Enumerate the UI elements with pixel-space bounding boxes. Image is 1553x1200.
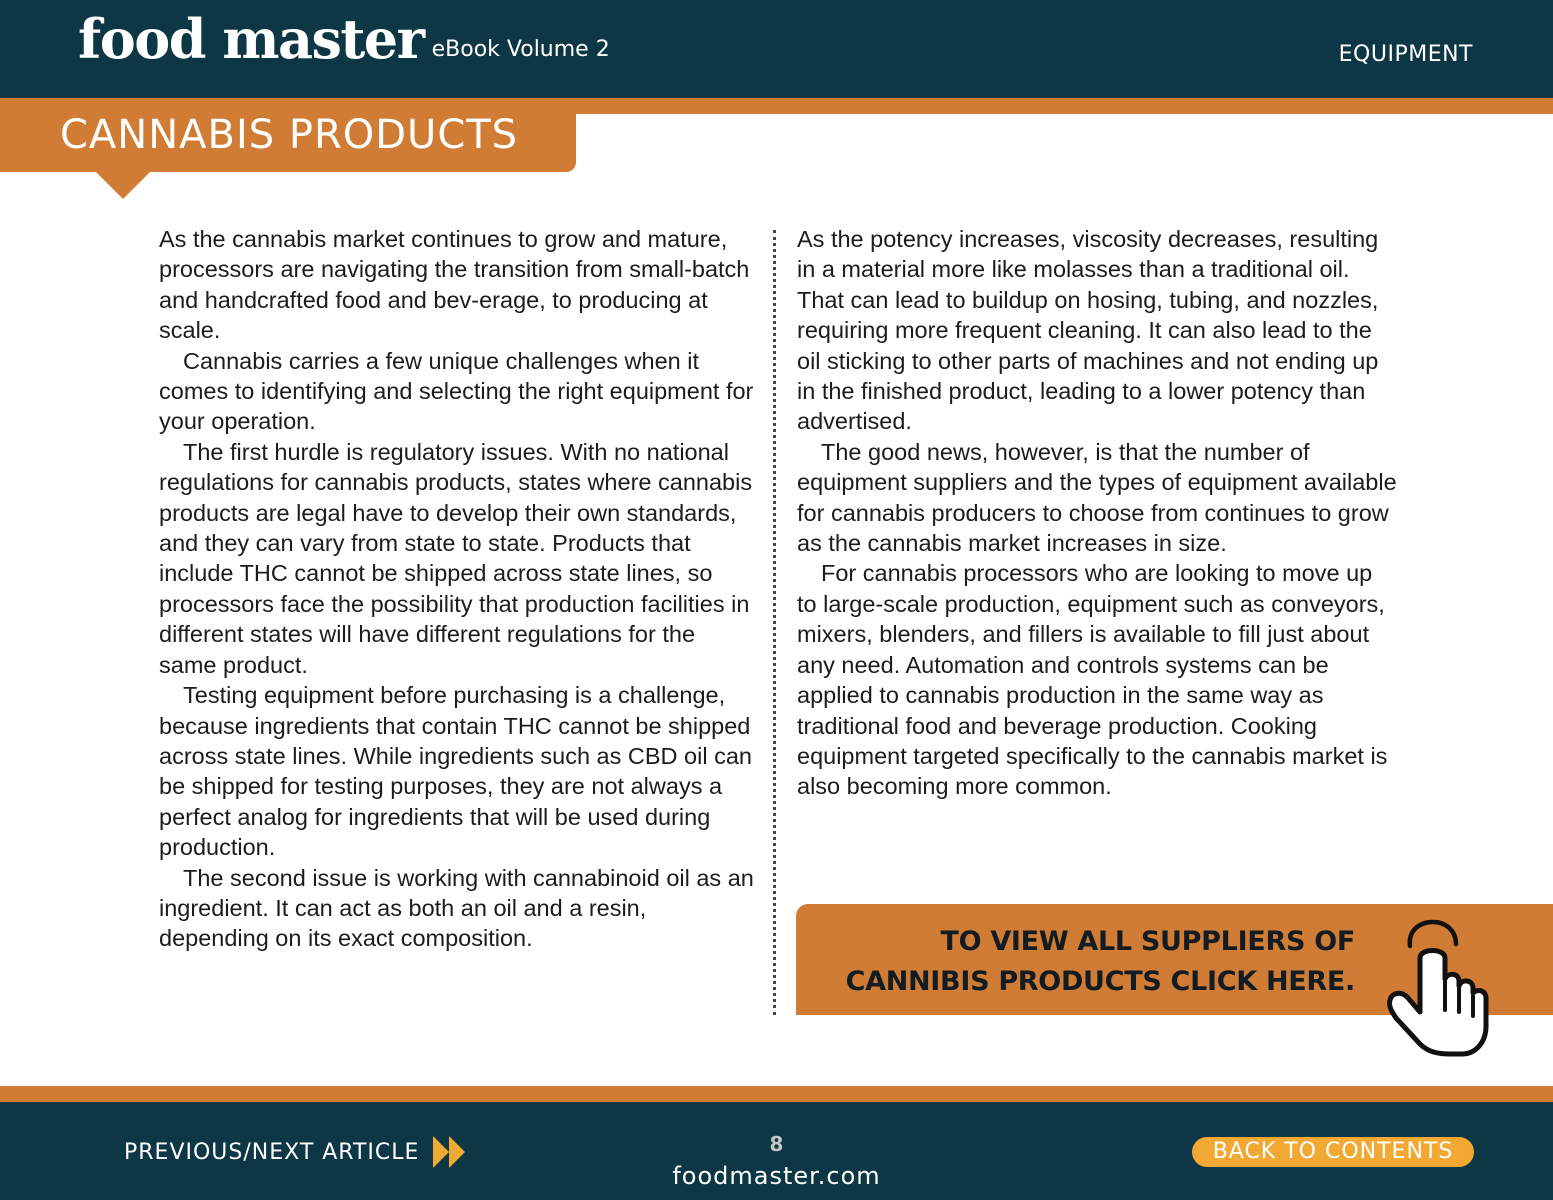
section-title: CANNABIS PRODUCTS bbox=[60, 112, 519, 158]
brand-name: food master bbox=[78, 7, 424, 71]
prev-next-label: PREVIOUS/NEXT ARTICLE bbox=[124, 1139, 420, 1165]
paragraph: For cannabis processors who are looking to move up to large-scale production, equipment such as conveyors, mixers, blenders, and fillers is available to fill just about any need. Automation and controls systems can be applied to cannabis production in the same way as traditional food and beverage production. Cooking equipment targeted specifically to the cannabis market is also becoming more common. bbox=[797, 560, 1388, 800]
brand-subtitle: eBook Volume 2 bbox=[431, 37, 610, 62]
paragraph: Testing equipment before purchasing is a challenge, because ingredients that contain THC cannot be shipped across state lines. While ingredients such as CBD oil can be shipped for testing purposes, they are not always a perfect analog for ingredients that will be used during production. bbox=[159, 682, 752, 861]
paragraph: As the cannabis market continues to grow and mature, processors are navigating the transition from small-batch and handcrafted food and bev-erage, to producing at scale. bbox=[159, 226, 750, 344]
section-tab-pointer bbox=[96, 172, 150, 199]
site-url: foodmaster.com bbox=[672, 1162, 881, 1190]
article-column-right bbox=[797, 224, 1397, 802]
section-label: EQUIPMENT bbox=[1338, 42, 1473, 67]
brand-logo bbox=[78, 7, 610, 71]
column-divider bbox=[773, 230, 776, 1015]
footer-accent-stripe bbox=[0, 1086, 1553, 1102]
paragraph: As the potency increases, viscosity decreases, resulting in a material more like molasses than a traditional oil. That can lead to buildup on hosing, tubing, and nozzles, requiring more frequent cleaning. It can also lead to the oil sticking to other parts of machines and not ending up in the finished product, leading to a lower potency than advertised. bbox=[797, 226, 1379, 435]
paragraph: The second issue is working with cannabinoid oil as an ingredient. It can act as both an oil and a resin, depending on its exact composition. bbox=[159, 864, 754, 952]
paragraph: The good news, however, is that the number of equipment suppliers and the types of equipment available for cannabis producers to choose from continues to grow as the cannabis market increases in size. bbox=[797, 438, 1397, 557]
article-column-left bbox=[159, 224, 759, 954]
cta-line-1: TO VIEW ALL SUPPLIERS OF bbox=[940, 926, 1355, 957]
page-number: 8 bbox=[769, 1132, 784, 1156]
pointing-hand-icon[interactable] bbox=[1378, 916, 1496, 1058]
paragraph: Cannabis carries a few unique challenges when it comes to identifying and selecting the right equipment for your operation. bbox=[159, 347, 754, 435]
cta-line-2: CANNIBIS PRODUCTS CLICK HERE. bbox=[845, 966, 1355, 997]
header-bar bbox=[0, 0, 1553, 98]
paragraph: The first hurdle is regulatory issues. With no national regulations for cannabis products, states where cannabis products are legal have to develop their own standards, and they can vary from state to state. Products that include THC cannot be shipped across state lines, so processors face the possibility that production facilities in different states will have different regulations for the same product. bbox=[159, 438, 753, 678]
back-to-contents-button[interactable]: BACK TO CONTENTS bbox=[1192, 1137, 1474, 1167]
footer-bar bbox=[0, 1102, 1553, 1200]
